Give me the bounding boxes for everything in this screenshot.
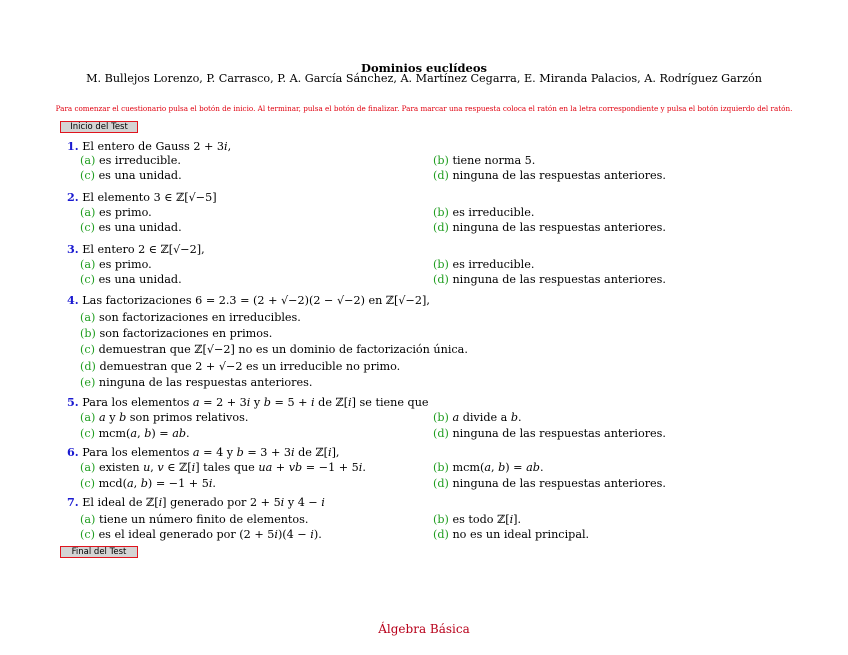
end-test-button[interactable]: Final del Test	[60, 546, 138, 558]
option-letter[interactable]: (b)	[433, 154, 449, 167]
option-4c[interactable]	[80, 343, 468, 357]
option-text: es primo.	[98, 206, 152, 219]
option-letter[interactable]: (c)	[80, 343, 95, 356]
question-stem: El elemento 3 ∈ ℤ[√−5]	[82, 191, 217, 204]
option-6b[interactable]	[433, 461, 544, 475]
option-text: 𝑎 y 𝑏 son primos relativos.	[98, 411, 249, 424]
option-text: ninguna de las respuestas anteriores.	[452, 169, 666, 182]
option-7d[interactable]	[433, 528, 589, 542]
instructions: Para comenzar el cuestionario pulsa el botón de inicio. Al terminar, pulsa el botón de finalizar. Para marcar una respuesta coloca el ratón en la letra correspondiente y pulsa el botón izquierdo del ratón.	[55, 104, 793, 113]
option-letter[interactable]: (d)	[433, 169, 449, 182]
option-text: es una unidad.	[98, 221, 182, 234]
option-3b[interactable]	[433, 258, 534, 272]
option-6a[interactable]	[80, 461, 366, 475]
option-letter[interactable]: (a)	[80, 258, 96, 271]
option-2c[interactable]	[80, 221, 182, 235]
option-3a[interactable]	[80, 258, 152, 272]
option-letter[interactable]: (b)	[433, 258, 449, 271]
option-1c[interactable]	[80, 169, 182, 183]
option-text: tiene norma 5.	[452, 154, 536, 167]
option-4e[interactable]	[80, 376, 312, 390]
option-letter[interactable]: (d)	[433, 477, 449, 490]
option-4a[interactable]	[80, 311, 301, 325]
option-letter[interactable]: (c)	[80, 427, 95, 440]
option-text: ninguna de las respuestas anteriores.	[452, 273, 666, 286]
option-text: existen 𝑢, 𝑣 ∈ ℤ[𝑖] tales que 𝑢𝑎 + 𝑣𝑏 = −1 + 5𝑖.	[98, 461, 366, 474]
option-letter[interactable]: (d)	[433, 427, 449, 440]
option-letter[interactable]: (b)	[433, 461, 449, 474]
question-number: 1.	[67, 139, 79, 153]
page-title: Dominios euclídeos	[361, 61, 487, 75]
option-2b[interactable]	[433, 206, 534, 220]
option-1d[interactable]	[433, 169, 666, 183]
option-text: demuestran que 2 + √−2 es un irreducible no primo.	[99, 360, 401, 373]
start-test-button[interactable]: Inicio del Test	[60, 121, 138, 133]
option-text: ninguna de las respuestas anteriores.	[452, 477, 666, 490]
option-letter[interactable]: (d)	[433, 273, 449, 286]
option-letter[interactable]: (b)	[433, 206, 449, 219]
option-5a[interactable]	[80, 411, 248, 425]
option-text: es irreducible.	[98, 154, 181, 167]
option-text: mcd(𝑎, 𝑏) = −1 + 5𝑖.	[98, 477, 216, 490]
option-2d[interactable]	[433, 221, 666, 235]
option-4d[interactable]	[80, 360, 400, 374]
option-text: son factorizaciones en irreducibles.	[98, 311, 301, 324]
question-5	[67, 395, 429, 410]
option-text: ninguna de las respuestas anteriores.	[98, 376, 313, 389]
option-text: demuestran que ℤ[√−2] no es un dominio de factorización única.	[98, 343, 468, 356]
option-text: ninguna de las respuestas anteriores.	[452, 427, 666, 440]
option-letter[interactable]: (e)	[80, 376, 96, 389]
option-text: es una unidad.	[98, 169, 182, 182]
option-letter[interactable]: (a)	[80, 311, 96, 324]
question-stem: Para los elementos 𝑎 = 4 y 𝑏 = 3 + 3𝑖 de ℤ[𝑖],	[82, 446, 340, 459]
option-text: son factorizaciones en primos.	[99, 327, 273, 340]
option-3d[interactable]	[433, 273, 666, 287]
question-number: 5.	[67, 395, 79, 409]
option-text: es todo ℤ[𝑖].	[452, 513, 522, 526]
question-stem: El entero de Gauss 2 + 3𝑖,	[82, 140, 232, 153]
option-letter[interactable]: (a)	[80, 513, 96, 526]
option-letter[interactable]: (c)	[80, 528, 95, 541]
option-letter[interactable]: (a)	[80, 206, 96, 219]
question-1	[67, 139, 231, 154]
option-letter[interactable]: (a)	[80, 461, 96, 474]
option-text: es irreducible.	[452, 258, 535, 271]
option-5d[interactable]	[433, 427, 666, 441]
option-7a[interactable]	[80, 513, 308, 527]
option-letter[interactable]: (c)	[80, 169, 95, 182]
question-number: 2.	[67, 190, 79, 204]
option-7b[interactable]	[433, 513, 521, 527]
question-stem: El entero 2 ∈ ℤ[√−2],	[82, 243, 205, 256]
option-5b[interactable]	[433, 411, 522, 425]
question-number: 6.	[67, 445, 79, 459]
option-text: mcm(𝑎, 𝑏) = 𝑎𝑏.	[452, 461, 544, 474]
question-number: 4.	[67, 293, 79, 307]
option-text: no es un ideal principal.	[452, 528, 590, 541]
option-text: tiene un número finito de elementos.	[98, 513, 309, 526]
question-number: 3.	[67, 242, 79, 256]
authors: M. Bullejos Lorenzo, P. Carrasco, P. A. García Sánchez, A. Martínez Cegarra, E. Miranda Palacios, A. Rodríguez Garzón	[86, 72, 762, 85]
option-letter[interactable]: (b)	[433, 411, 449, 424]
option-text: es el ideal generado por (2 + 5𝑖)(4 − 𝑖).	[98, 528, 322, 541]
option-4b[interactable]	[80, 327, 272, 341]
option-letter[interactable]: (a)	[80, 411, 96, 424]
option-1a[interactable]	[80, 154, 181, 168]
option-letter[interactable]: (a)	[80, 154, 96, 167]
question-4	[67, 293, 430, 308]
option-6c[interactable]	[80, 477, 216, 491]
question-number: 7.	[67, 495, 79, 509]
option-2a[interactable]	[80, 206, 152, 220]
option-text: ninguna de las respuestas anteriores.	[452, 221, 666, 234]
question-stem: El ideal de ℤ[𝑖] generado por 2 + 5𝑖 y 4 − 𝑖	[82, 496, 325, 509]
option-text: es irreducible.	[452, 206, 535, 219]
option-5c[interactable]	[80, 427, 190, 441]
question-7	[67, 495, 325, 510]
footer-title: Álgebra Básica	[378, 622, 470, 636]
question-2	[67, 190, 217, 205]
option-3c[interactable]	[80, 273, 182, 287]
option-text: 𝑎 divide a 𝑏.	[452, 411, 522, 424]
question-stem: Para los elementos 𝑎 = 2 + 3𝑖 y 𝑏 = 5 + 𝑖 de ℤ[𝑖] se tiene que	[82, 396, 429, 409]
option-letter[interactable]: (c)	[80, 221, 95, 234]
option-letter[interactable]: (d)	[80, 360, 96, 373]
option-letter[interactable]: (c)	[80, 477, 95, 490]
question-3	[67, 242, 205, 257]
option-text: es primo.	[98, 258, 152, 271]
option-letter[interactable]: (b)	[433, 513, 449, 526]
option-7c[interactable]	[80, 528, 322, 542]
question-6	[67, 445, 340, 460]
option-1b[interactable]	[433, 154, 535, 168]
option-6d[interactable]	[433, 477, 666, 491]
option-text: es una unidad.	[98, 273, 182, 286]
option-text: mcm(𝑎, 𝑏) = 𝑎𝑏.	[98, 427, 190, 440]
question-stem: Las factorizaciones 6 = 2.3 = (2 + √−2)(2 − √−2) en ℤ[√−2],	[82, 294, 430, 307]
option-letter[interactable]: (d)	[433, 528, 449, 541]
option-letter[interactable]: (c)	[80, 273, 95, 286]
option-letter[interactable]: (d)	[433, 221, 449, 234]
option-letter[interactable]: (b)	[80, 327, 96, 340]
